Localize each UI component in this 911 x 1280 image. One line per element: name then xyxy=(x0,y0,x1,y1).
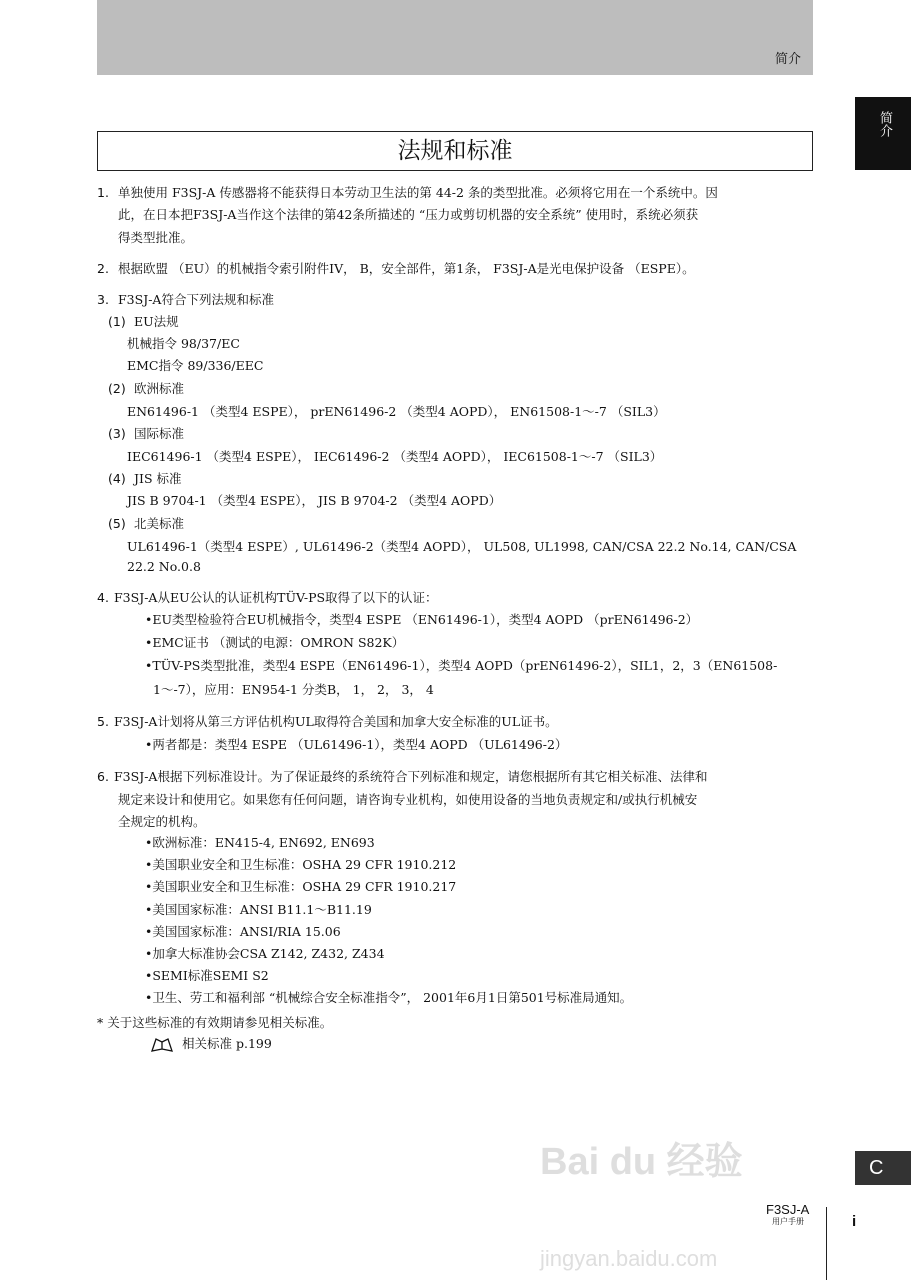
header-band xyxy=(97,0,813,75)
page-number: i xyxy=(852,1213,857,1230)
book-reference-icon xyxy=(150,1037,174,1053)
sub-number: (3) xyxy=(108,426,126,441)
footer-manual: 用户手册 xyxy=(772,1217,804,1226)
item-number: 2. xyxy=(97,261,109,276)
footnote: * 关于这些标准的有效期请参见相关标准。 xyxy=(97,1015,333,1030)
text-line: 国际标准 xyxy=(134,426,185,441)
text-line: EMC指令 89/336/EEC xyxy=(127,358,264,373)
sub-number: (5) xyxy=(108,516,126,531)
text-line: F3SJ-A计划将从第三方评估机构UL取得符合美国和加拿大安全标准的UL证书。 xyxy=(114,714,558,729)
bullet-line: •卫生、劳工和福利部 “机械综合安全标准指令”， 2001年6月1日第501号标准局通知。 xyxy=(145,990,633,1005)
text-line: 此，在日本把F3SJ-A当作这个法律的第42条所描述的 “压力或剪切机器的安全系统” 使用时，系统必须获 xyxy=(118,207,699,222)
item-number: 4. xyxy=(97,590,109,605)
footer-product: F3SJ-A xyxy=(766,1202,810,1217)
text-line: 单独使用 F3SJ-A 传感器将不能获得日本劳动卫生法的第 44-2 条的类型批准。必须将它用在一个系统中。因 xyxy=(118,185,718,200)
reference-text: 相关标准 p.199 xyxy=(182,1036,272,1051)
bullet-line: •两者都是：类型4 ESPE （UL61496-1），类型4 AOPD （UL61496-2） xyxy=(145,737,568,752)
item-number: 6. xyxy=(97,769,109,784)
footer-divider xyxy=(826,1207,827,1280)
bullet-line: •美国职业安全和卫生标准：OSHA 29 CFR 1910.212 xyxy=(145,857,457,872)
text-line: 22.2 No.0.8 xyxy=(127,559,201,574)
bullet-line: •EU类型检验符合EU机械指令，类型4 ESPE （EN61496-1），类型4 AOPD （prEN61496-2） xyxy=(145,612,699,627)
watermark-logo: Bai du 经验 xyxy=(540,1141,743,1183)
item-number: 3. xyxy=(97,292,109,307)
text-line: 规定来设计和使用它。如果您有任何问题，请咨询专业机构，如使用设备的当地负责规定和/或执行机械安 xyxy=(118,792,698,807)
chapter-tab: C xyxy=(855,1151,911,1185)
reference-link[interactable] xyxy=(150,1036,272,1053)
text-line: 欧洲标准 xyxy=(134,381,185,396)
sub-number: (4) xyxy=(108,471,126,486)
bullet-line: •加拿大标准协会CSA Z142, Z432, Z434 xyxy=(145,946,385,961)
text-line: 得类型批准。 xyxy=(118,230,194,245)
bullet-line: •美国国家标准：ANSI B11.1～B11.19 xyxy=(145,902,372,917)
bullet-line: •SEMI标准SEMI S2 xyxy=(145,968,269,983)
side-section-tab xyxy=(855,97,911,170)
text-line: 1～-7），应用：EN954-1 分类B， 1， 2， 3， 4 xyxy=(153,682,434,697)
sub-number: (1) xyxy=(108,314,126,329)
bullet-line: •美国国家标准：ANSI/RIA 15.06 xyxy=(145,924,341,939)
section-label: 简介 xyxy=(774,52,801,67)
text-line: 根据欧盟 （EU）的机械指令索引附件IV， B，安全部件，第1条， F3SJ-A是光电保护设备 （ESPE）。 xyxy=(118,261,695,276)
bullet-line: •美国职业安全和卫生标准：OSHA 29 CFR 1910.217 xyxy=(145,879,457,894)
text-line: F3SJ-A从EU公认的认证机构TÜV-PS取得了以下的认证： xyxy=(114,590,438,605)
sub-number: (2) xyxy=(108,381,126,396)
text-line: F3SJ-A符合下列法规和标准 xyxy=(118,292,274,307)
item-number: 5. xyxy=(97,714,109,729)
side-tab-label: 简介 xyxy=(877,111,892,137)
text-line: UL61496-1（类型4 ESPE）, UL61496-2（类型4 AOPD）， UL508, UL1998, CAN/CSA 22.2 No.14, CAN/CSA xyxy=(127,539,797,554)
text-line: JIS B 9704-1 （类型4 ESPE）， JIS B 9704-2 （类型4 AOPD） xyxy=(127,493,502,508)
text-line: JIS 标准 xyxy=(134,471,182,486)
bullet-line: •欧洲标准：EN415-4, EN692, EN693 xyxy=(145,835,375,850)
item-number: 1. xyxy=(97,185,109,200)
text-line: F3SJ-A根据下列标准设计。为了保证最终的系统符合下列标准和规定，请您根据所有其它相关标准、法律和 xyxy=(114,769,708,784)
bullet-line: •EMC证书 （测试的电源：OMRON S82K） xyxy=(145,635,405,650)
text-line: EN61496-1 （类型4 ESPE）， prEN61496-2 （类型4 AOPD）， EN61508-1～-7 （SIL3） xyxy=(127,404,666,419)
text-line: 北美标准 xyxy=(134,516,185,531)
page-title: 法规和标准 xyxy=(97,131,813,171)
bullet-line: •TÜV-PS类型批准，类型4 ESPE（EN61496-1），类型4 AOPD（prEN61496-2），SIL1，2，3（EN61508- xyxy=(145,658,778,673)
text-line: EU法规 xyxy=(134,314,179,329)
watermark-url: jingyan.baidu.com xyxy=(540,1246,718,1271)
text-line: 机械指令 98/37/EC xyxy=(127,336,240,351)
text-line: 全规定的机构。 xyxy=(118,814,206,829)
text-line: IEC61496-1 （类型4 ESPE）， IEC61496-2 （类型4 AOPD）， IEC61508-1～-7 （SIL3） xyxy=(127,449,663,464)
